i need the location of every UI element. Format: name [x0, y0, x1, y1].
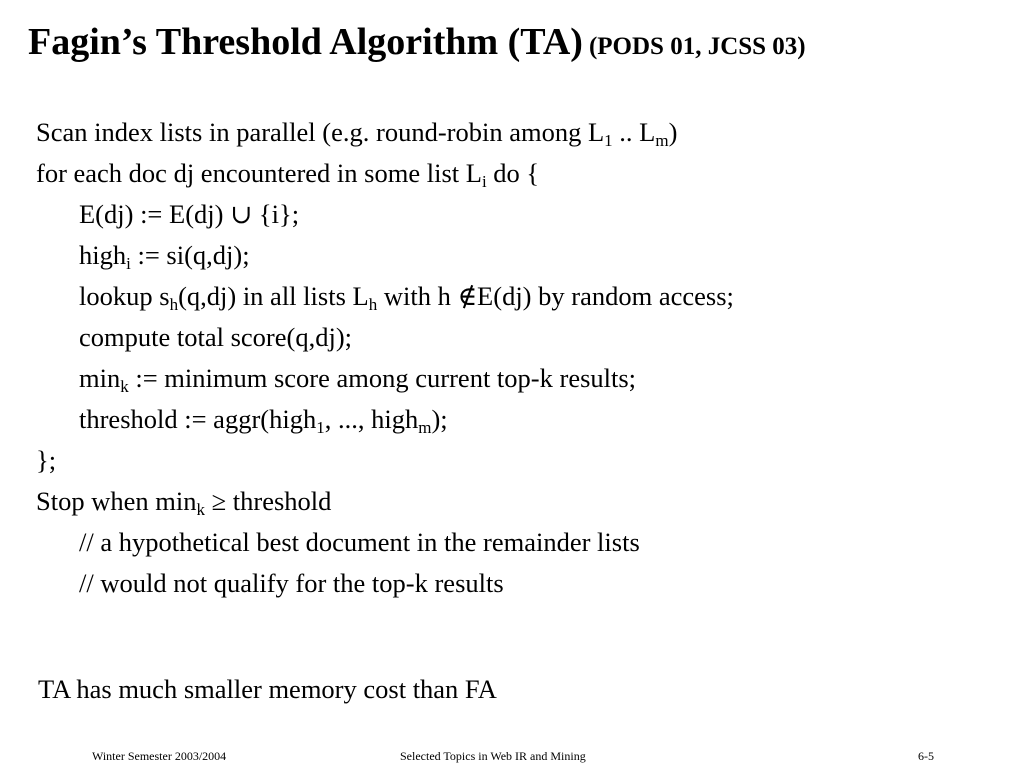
line-compute — [36, 317, 734, 358]
subscript: m — [655, 131, 669, 150]
text-run: , ..., high — [324, 404, 419, 434]
footer-page-number: 6-5 — [918, 749, 934, 763]
memory-note: TA has much smaller memory cost than FA — [38, 674, 497, 704]
line-threshold — [36, 399, 734, 440]
subscript: i — [126, 254, 131, 273]
line-high — [36, 235, 734, 276]
text-run: ); — [431, 404, 448, 434]
subscript: h — [169, 295, 179, 314]
text-run: ≥ threshold — [204, 486, 332, 516]
text-run: compute total score(q,dj); — [79, 322, 353, 352]
text-run: // would not qualify for the top-k results — [79, 568, 504, 598]
line-lookup — [36, 276, 734, 317]
text-run: (q,dj) in all lists L — [178, 281, 369, 311]
text-run: ) — [668, 117, 678, 147]
text-run: Scan index lists in parallel (e.g. round-robin among L — [36, 117, 605, 147]
line-min — [36, 358, 734, 399]
line-comment-2 — [36, 563, 734, 604]
subscript: k — [196, 500, 205, 519]
subscript: m — [418, 418, 432, 437]
subscript: i — [481, 172, 487, 191]
line-comment-1 — [36, 522, 734, 563]
text-run: lookup s — [79, 281, 170, 311]
line-update-e — [36, 194, 734, 235]
algorithm-text — [36, 112, 734, 604]
text-run: }; — [36, 445, 57, 475]
subscript: 1 — [604, 131, 613, 150]
text-run: := minimum score among current top-k results; — [128, 363, 637, 393]
text-run: Stop when min — [36, 486, 197, 516]
title-main: Fagin’s Threshold Algorithm (TA) — [28, 21, 583, 63]
text-run: threshold := aggr(high — [79, 404, 317, 434]
line-for-each — [36, 153, 734, 194]
text-run: min — [79, 363, 121, 393]
footer-course: Selected Topics in Web IR and Mining — [400, 749, 586, 763]
line-close-brace — [36, 440, 734, 481]
line-scan — [36, 112, 734, 153]
subscript: k — [120, 377, 129, 396]
subscript: h — [368, 295, 378, 314]
title-reference: (PODS 01, JCSS 03) — [588, 33, 806, 60]
subscript: 1 — [316, 418, 325, 437]
text-run: with h ∉E(dj) by random access; — [377, 281, 734, 311]
slide-title — [28, 20, 806, 64]
text-run: // a hypothetical best document in the remainder lists — [79, 527, 640, 557]
text-run: high — [79, 240, 127, 270]
line-stop — [36, 481, 734, 522]
text-run: E(dj) := E(dj) ∪ {i}; — [79, 199, 300, 229]
text-run: := si(q,dj); — [130, 240, 250, 270]
text-run: .. L — [612, 117, 656, 147]
footer-semester: Winter Semester 2003/2004 — [92, 749, 227, 763]
text-run: do { — [486, 158, 540, 188]
text-run: for each doc dj encountered in some list L — [36, 158, 482, 188]
